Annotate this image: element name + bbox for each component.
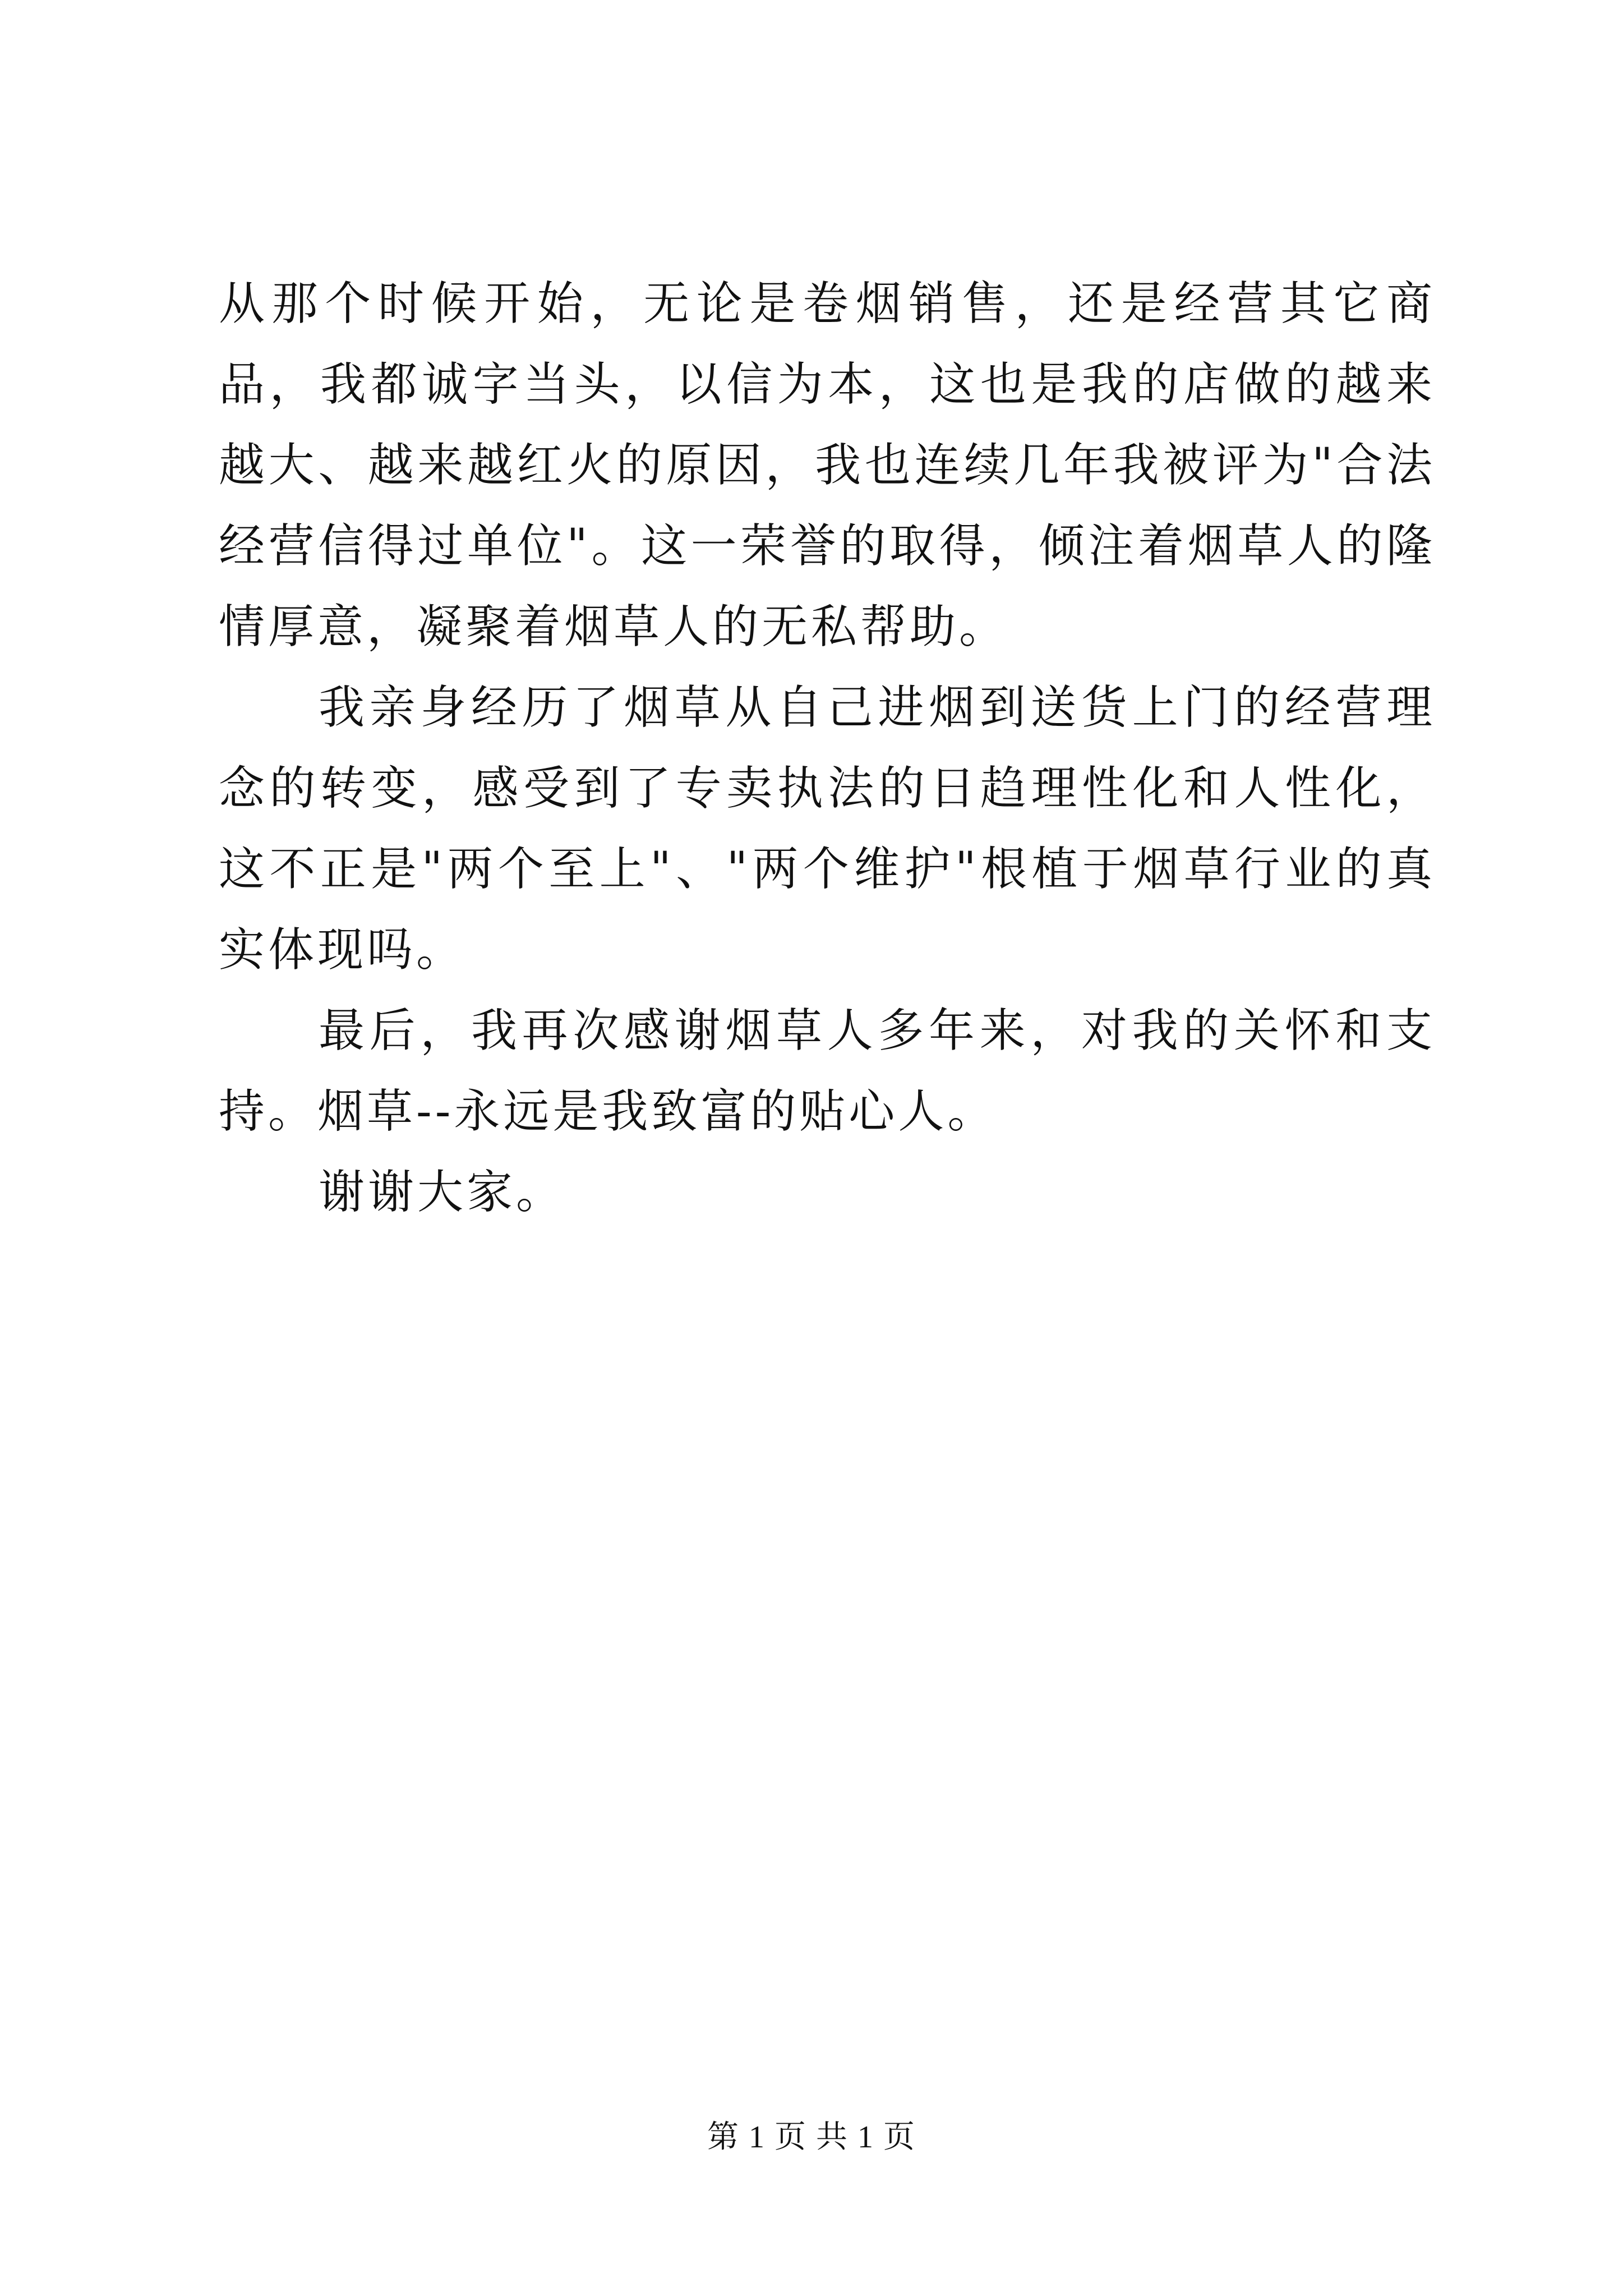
paragraph-4: 谢谢大家。 (319, 1166, 566, 1219)
document-body (219, 264, 1436, 1233)
paragraph-2: 我亲身经历了烟草从自己进烟到送货上门的经营理念的转变，感受到了专卖执法的日趋理性化和人性化，这不正是"两个至上"、"两个维护"根植于烟草行业的真实体现吗。 (219, 681, 1436, 977)
page-footer: 第 1 页 共 1 页 (707, 2120, 916, 2155)
paragraph-3: 最后，我再次感谢烟草人多年来，对我的关怀和支持。烟草--永远是我致富的贴心人。 (219, 1004, 1436, 1138)
paragraph-1: 从那个时候开始，无论是卷烟销售，还是经营其它商品，我都诚字当头，以信为本，这也是我的店做的越来越大、越来越红火的原因，我也连续几年我被评为"合法经营信得过单位"。这一荣誉的取得，倾注着烟草人的隆情厚意，凝聚着烟草人的无私帮助。 (219, 277, 1436, 654)
